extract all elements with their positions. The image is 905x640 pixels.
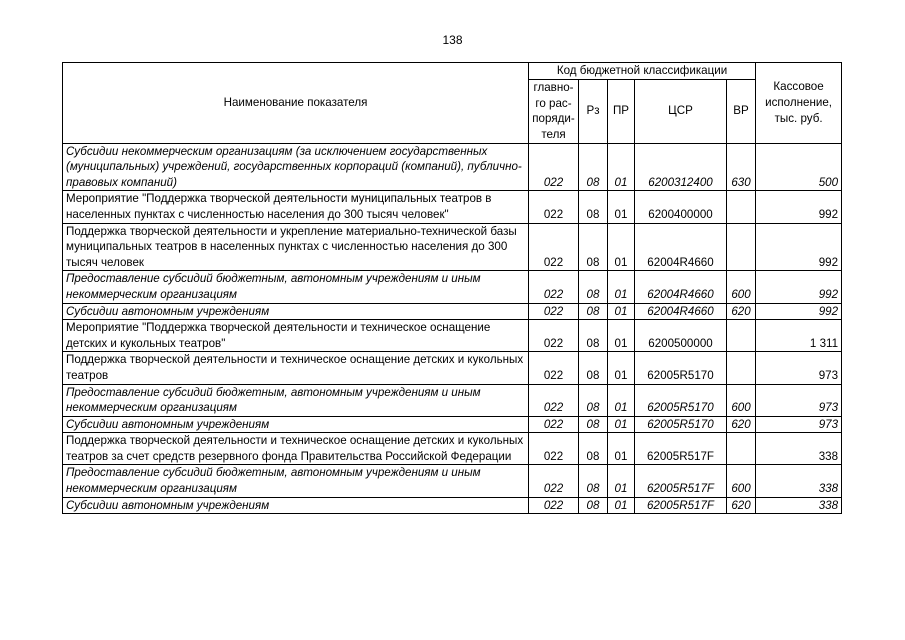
cell-name: Мероприятие "Поддержка творческой деятельности муниципальных театров в населенных пунктах с численностью населения до 300 тысяч человек" bbox=[63, 191, 529, 223]
cell-rz: 08 bbox=[579, 352, 608, 384]
table-row bbox=[63, 303, 842, 320]
cell-rz: 08 bbox=[579, 465, 608, 497]
header-indicator-name: Наименование показателя bbox=[63, 63, 529, 144]
cell-cash-execution: 973 bbox=[756, 352, 842, 384]
cell-pr: 01 bbox=[608, 433, 635, 465]
table-row bbox=[63, 271, 842, 303]
cell-csr: 62004R4660 bbox=[635, 271, 727, 303]
cell-pr: 01 bbox=[608, 191, 635, 223]
table-row bbox=[63, 465, 842, 497]
cell-cash-execution: 992 bbox=[756, 191, 842, 223]
cell-cash-execution: 1 311 bbox=[756, 320, 842, 352]
cell-chief-manager-code: 022 bbox=[529, 384, 579, 416]
cell-name: Поддержка творческой деятельности и укрепление материально-технической базы муниципальных театров в населенных пунктах с численностью населения до 300 тысяч человек bbox=[63, 223, 529, 271]
header-cash-execution: Кассовое исполнение, тыс. руб. bbox=[756, 63, 842, 144]
cell-chief-manager-code: 022 bbox=[529, 433, 579, 465]
cell-chief-manager-code: 022 bbox=[529, 352, 579, 384]
cell-csr: 62005R5170 bbox=[635, 416, 727, 433]
cell-csr: 62005R517F bbox=[635, 497, 727, 514]
cell-pr: 01 bbox=[608, 465, 635, 497]
header-budget-code-group: Код бюджетной классификации bbox=[529, 63, 756, 80]
cell-rz: 08 bbox=[579, 143, 608, 191]
cell-chief-manager-code: 022 bbox=[529, 143, 579, 191]
cell-name: Субсидии некоммерческим организациям (за исключением государственных (муниципальных) учреждений, государственных корпораций (компаний), публично-правовых компаний) bbox=[63, 143, 529, 191]
cell-cash-execution: 338 bbox=[756, 497, 842, 514]
cell-name: Предоставление субсидий бюджетным, автономным учреждениям и иным некоммерческим организациям bbox=[63, 465, 529, 497]
cell-rz: 08 bbox=[579, 497, 608, 514]
cell-name: Предоставление субсидий бюджетным, автономным учреждениям и иным некоммерческим организациям bbox=[63, 271, 529, 303]
cell-chief-manager-code: 022 bbox=[529, 320, 579, 352]
cell-cash-execution: 992 bbox=[756, 223, 842, 271]
cell-rz: 08 bbox=[579, 271, 608, 303]
cell-pr: 01 bbox=[608, 271, 635, 303]
cell-vr: 600 bbox=[727, 384, 756, 416]
cell-csr: 62005R517F bbox=[635, 433, 727, 465]
header-pr: ПР bbox=[608, 79, 635, 143]
cell-name: Мероприятие "Поддержка творческой деятельности и техническое оснащение детских и кукольных театров" bbox=[63, 320, 529, 352]
cell-csr: 62004R4660 bbox=[635, 303, 727, 320]
cell-cash-execution: 992 bbox=[756, 303, 842, 320]
table-row bbox=[63, 352, 842, 384]
table-row bbox=[63, 497, 842, 514]
cell-chief-manager-code: 022 bbox=[529, 271, 579, 303]
cell-pr: 01 bbox=[608, 320, 635, 352]
cell-name: Поддержка творческой деятельности и техническое оснащение детских и кукольных театров bbox=[63, 352, 529, 384]
cell-cash-execution: 992 bbox=[756, 271, 842, 303]
cell-vr bbox=[727, 320, 756, 352]
cell-name: Субсидии автономным учреждениям bbox=[63, 303, 529, 320]
header-row-1 bbox=[63, 63, 842, 80]
cell-rz: 08 bbox=[579, 416, 608, 433]
cell-csr: 62004R4660 bbox=[635, 223, 727, 271]
cell-pr: 01 bbox=[608, 352, 635, 384]
cell-vr bbox=[727, 352, 756, 384]
cell-rz: 08 bbox=[579, 384, 608, 416]
cell-vr bbox=[727, 223, 756, 271]
cell-name: Субсидии автономным учреждениям bbox=[63, 416, 529, 433]
cell-vr: 620 bbox=[727, 416, 756, 433]
cell-vr bbox=[727, 191, 756, 223]
cell-cash-execution: 973 bbox=[756, 384, 842, 416]
cell-pr: 01 bbox=[608, 497, 635, 514]
cell-rz: 08 bbox=[579, 303, 608, 320]
cell-pr: 01 bbox=[608, 143, 635, 191]
page-number: 138 bbox=[442, 33, 463, 47]
cell-rz: 08 bbox=[579, 320, 608, 352]
cell-pr: 01 bbox=[608, 384, 635, 416]
cell-cash-execution: 973 bbox=[756, 416, 842, 433]
table-row bbox=[63, 416, 842, 433]
cell-chief-manager-code: 022 bbox=[529, 191, 579, 223]
cell-vr: 600 bbox=[727, 271, 756, 303]
cell-pr: 01 bbox=[608, 416, 635, 433]
cell-vr: 620 bbox=[727, 303, 756, 320]
cell-pr: 01 bbox=[608, 223, 635, 271]
table-row bbox=[63, 223, 842, 271]
header-csr: ЦСР bbox=[635, 79, 727, 143]
header-vr: ВР bbox=[727, 79, 756, 143]
cell-csr: 6200312400 bbox=[635, 143, 727, 191]
cell-vr: 620 bbox=[727, 497, 756, 514]
cell-cash-execution: 500 bbox=[756, 143, 842, 191]
cell-csr: 62005R5170 bbox=[635, 384, 727, 416]
cell-csr: 62005R517F bbox=[635, 465, 727, 497]
table-row bbox=[63, 384, 842, 416]
cell-chief-manager-code: 022 bbox=[529, 465, 579, 497]
table-row bbox=[63, 433, 842, 465]
table-row bbox=[63, 191, 842, 223]
cell-csr: 62005R5170 bbox=[635, 352, 727, 384]
budget-execution-table bbox=[62, 62, 842, 514]
cell-rz: 08 bbox=[579, 433, 608, 465]
cell-rz: 08 bbox=[579, 191, 608, 223]
cell-cash-execution: 338 bbox=[756, 465, 842, 497]
cell-csr: 6200400000 bbox=[635, 191, 727, 223]
cell-cash-execution: 338 bbox=[756, 433, 842, 465]
cell-pr: 01 bbox=[608, 303, 635, 320]
cell-vr: 630 bbox=[727, 143, 756, 191]
cell-csr: 6200500000 bbox=[635, 320, 727, 352]
cell-chief-manager-code: 022 bbox=[529, 223, 579, 271]
cell-vr bbox=[727, 433, 756, 465]
cell-name: Поддержка творческой деятельности и техническое оснащение детских и кукольных театров за счет средств резервного фонда Правительства Российской Федерации bbox=[63, 433, 529, 465]
cell-chief-manager-code: 022 bbox=[529, 303, 579, 320]
header-chief-manager: главно-го рас-поряди-теля bbox=[529, 79, 579, 143]
cell-chief-manager-code: 022 bbox=[529, 416, 579, 433]
cell-vr: 600 bbox=[727, 465, 756, 497]
header-rz: Рз bbox=[579, 79, 608, 143]
cell-name: Субсидии автономным учреждениям bbox=[63, 497, 529, 514]
cell-rz: 08 bbox=[579, 223, 608, 271]
table-row bbox=[63, 320, 842, 352]
table-row bbox=[63, 143, 842, 191]
cell-chief-manager-code: 022 bbox=[529, 497, 579, 514]
cell-name: Предоставление субсидий бюджетным, автономным учреждениям и иным некоммерческим организациям bbox=[63, 384, 529, 416]
